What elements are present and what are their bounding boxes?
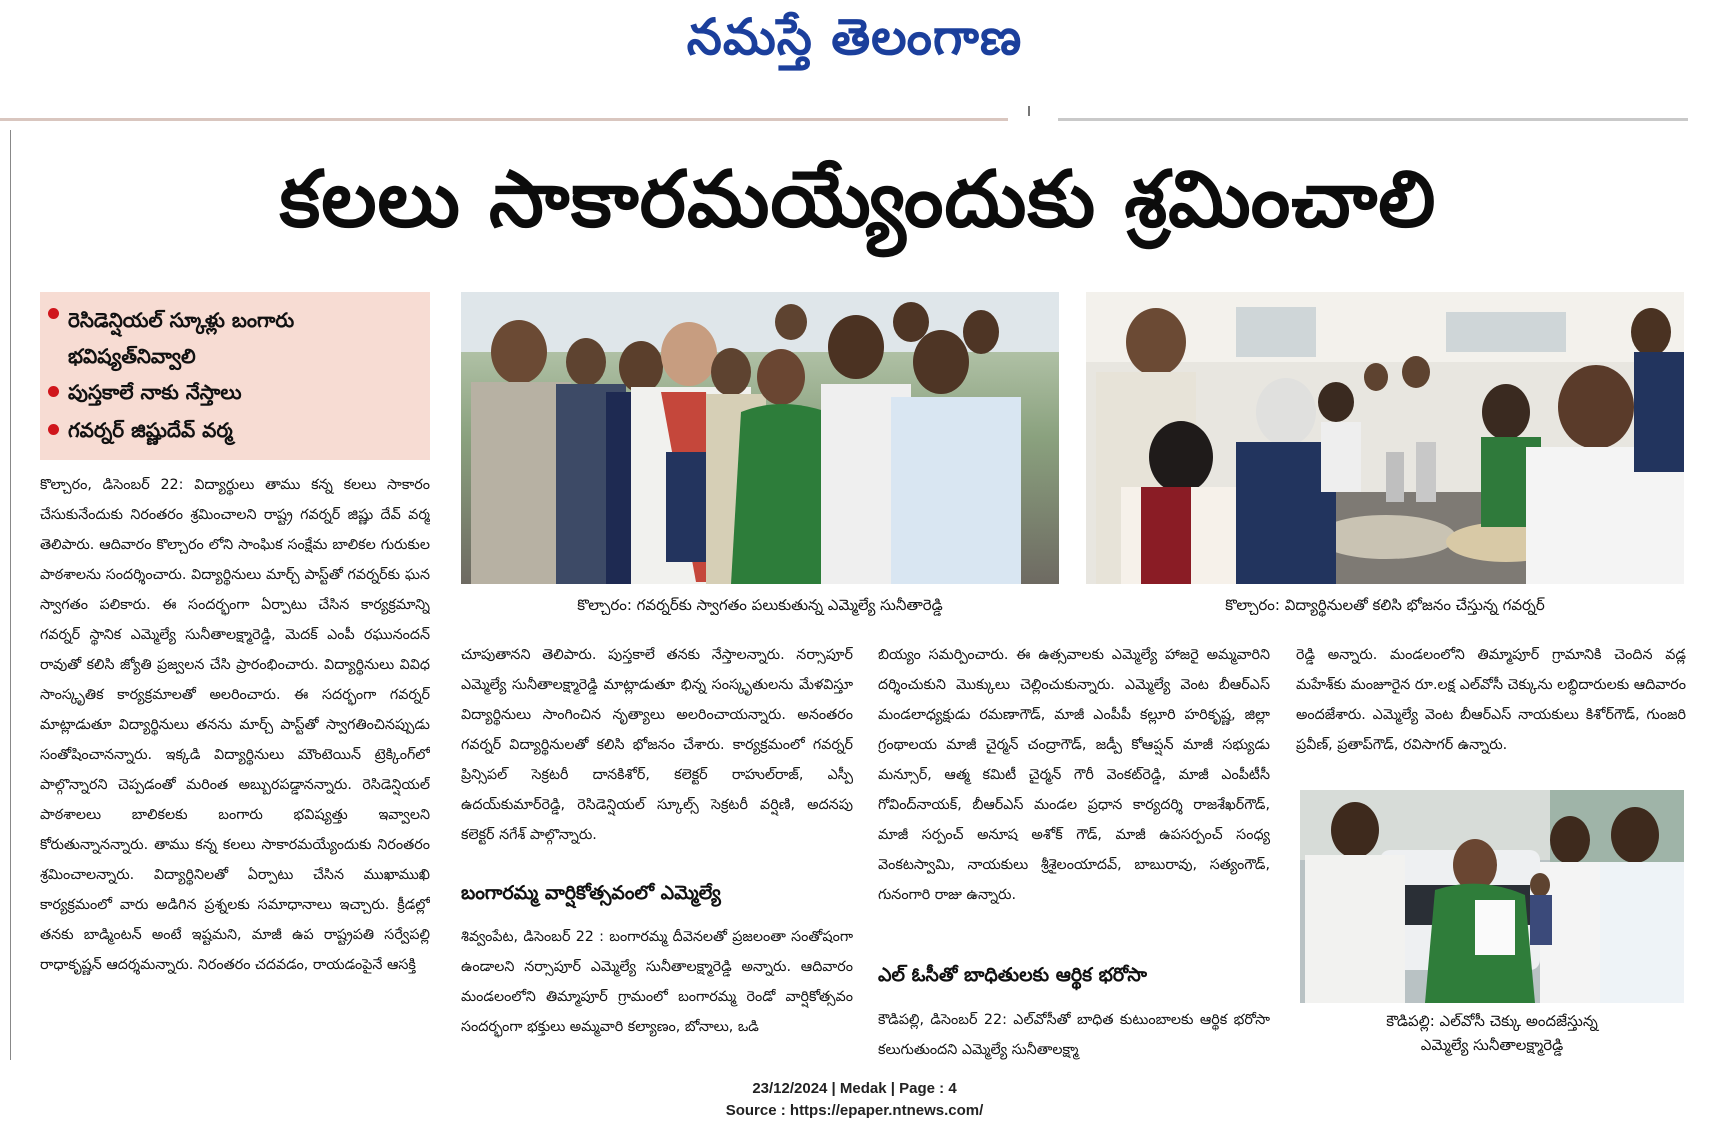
masthead-rule-left xyxy=(0,118,1008,121)
article-column-2b xyxy=(461,922,853,1052)
photo-caption: కొల్చారం: గవర్నర్‌కు స్వాగతం పలుకుతున్న ఎమ్మెల్యే సునీతారెడ్డి xyxy=(577,596,943,614)
highlight-text: పుస్తకాలే నాకు నేస్తాలు xyxy=(68,380,242,404)
section-subhead: ఎల్ ఓసీతో బాధితులకు ఆర్థిక భరోసా xyxy=(878,964,1148,986)
photo-caption: కొల్చారం: విద్యార్థినులతో కలిసి భోజనం చేస్తున్న గవర్నర్ xyxy=(1225,596,1545,614)
article-body: కౌడిపల్లి, డిసెంబర్ 22: ఎల్‌వోసీతో బాధిత కుటుంబాలకు ఆర్థిక భరోసా కలుగుతుందని ఎమ్మెల్యే సునీతాలక్ష్మా xyxy=(878,1012,1270,1058)
highlight-item xyxy=(68,418,408,442)
masthead-rule-tick xyxy=(1028,106,1030,116)
highlight-item xyxy=(68,302,408,374)
photo-caption: ఎమ్మెల్యే సునీతాలక్ష్మారెడ్డి xyxy=(1420,1036,1564,1054)
article-body: రెడ్డి అన్నారు. మండలంలోని తిమ్మాపూర్ గ్రామానికి చెందిన వడ్ల మహేశ్‌కు మంజూరైన రూ.లక్ష ఎల్‌వోసీ చెక్కును లబ్ధిదారులకు ఆదివారం అందజేశారు. ఎమ్మెల్యే వెంట బీఆర్ఎస్ నాయకులు కిశోర్‌గౌడ్, గుంజరి ప్రవీణ్, ప్రతాప్‌గౌడ్, రవిసాగర్ ఉన్నారు. xyxy=(1296,647,1686,753)
article-body: బియ్యం సమర్పించారు. ఈ ఉత్సవాలకు ఎమ్మెల్యే హాజరై అమ్మవారిని దర్శించుకుని మొక్కులు చెల్లించుకున్నారు. ఎమ్మెల్యే వెంట బీఆర్ఎస్ మండలాధ్యక్షుడు రమణాగౌడ్, మాజీ ఎంపీపీ కల్లూరి హరికృష్ణ, జిల్లా గ్రంథాలయ మాజీ చైర్మన్ చంద్రాగౌడ్, జడ్పీ కోఆప్షన్ మాజీ సభ్యుడు మన్సూర్, ఆత్మ కమిటీ చైర్మన్ గౌరీ వెంకట్‌రెడ్డి, మాజీ ఎంపీటీసీ గోవింద్‌నాయక్, బీఆర్ఎస్ మండల ప్రధాన కార్యదర్శి రాజశేఖర్‌గౌడ్, మాజీ సర్పంచ్ అనూష అశోక్ గౌడ్, మాజీ ఉపసర్పంచ్ సంధ్య వెంకటస్వామి, నాయకులు శ్రీశైలంయాదవ్, బాబురావు, సత్యంగౌడ్, గునంగారి రాజు ఉన్నారు. xyxy=(878,647,1270,903)
article-column-1 xyxy=(40,470,430,1050)
highlight-text: గవర్నర్ జిష్ణుదేవ్ వర్మ xyxy=(68,418,233,442)
footer-source: Source : https://epaper.ntnews.com/ xyxy=(725,1102,984,1119)
highlight-item xyxy=(68,380,408,404)
photo-image xyxy=(461,292,1059,584)
masthead-logo: నమస్తే తెలంగాణ xyxy=(686,8,1023,66)
article-column-2 xyxy=(461,640,853,850)
photo-loc-cheque xyxy=(1300,790,1684,1003)
article-headline: కలలు సాకారమయ్యేందుకు శ్రమించాలి xyxy=(279,155,1437,245)
photo-governor-welcome xyxy=(461,292,1059,584)
bullet-icon xyxy=(48,424,59,435)
photo-image xyxy=(1086,292,1684,584)
footer-date-page: 23/12/2024 | Medak | Page : 4 xyxy=(752,1080,957,1097)
section-subhead: బంగారమ్మ వార్షికోత్సవంలో ఎమ్మెల్యే xyxy=(461,882,721,904)
masthead-rule-right xyxy=(1058,118,1688,121)
bullet-icon xyxy=(48,386,59,397)
article-body: శివ్వంపేట, డిసెంబర్ 22 : బంగారమ్మ దీవెనలతో ప్రజలంతా సంతోషంగా ఉండాలని నర్సాపూర్ ఎమ్మెల్యే సునీతాలక్ష్మారెడ్డి అన్నారు. ఆదివారం మండలంలోని తిమ్మాపూర్ గ్రామంలో బంగారమ్మ రెండో వార్షికోత్సవం సందర్భంగా భక్తులు అమ్మవారి కల్యాణం, బోనాలు, ఒడి xyxy=(461,929,853,1035)
article-body: చూపుతానని తెలిపారు. పుస్తకాలే తనకు నేస్తాలన్నారు. నర్సాపూర్ ఎమ్మెల్యే సునీతాలక్ష్మారెడ్డి మాట్లాడుతూ భిన్న సంస్కృతులను మేళవిస్తూ విద్యార్థినులు సాంగించిన నృత్యాలు అలరించాయన్నారు. అనంతరం గవర్నర్ విద్యార్థినులతో కలిసి భోజనం చేశారు. కార్యక్రమంలో గవర్నర్ ప్రిన్సిపల్ సెక్రటరీ దానకిశోర్, కలెక్టర్ రాహుల్‌రాజ్, ఎస్పీ ఉదయ్‌కుమార్‌రెడ్డి, రెసిడెన్షియల్ స్కూల్స్ సెక్రటరీ వర్షిణి, అదనపు కలెక్టర్ నగేశ్ పాల్గొన్నారు. xyxy=(461,647,853,843)
article-column-4 xyxy=(1296,640,1686,790)
highlight-text: రెసిడెన్షియల్ స్కూళ్లు బంగారు భవిష్యత్‌నివ్వాలి xyxy=(68,308,295,368)
photo-caption: కౌడిపల్లి: ఎల్‌వోసీ చెక్కు అందజేస్తున్న xyxy=(1386,1012,1598,1030)
article-column-3b xyxy=(878,1005,1270,1065)
page-margin-line xyxy=(10,130,11,1060)
article-column-3 xyxy=(878,640,1270,940)
article-body: కొల్చారం, డిసెంబర్ 22: విద్యార్థులు తాము కన్న కలలు సాకారం చేసుకునేందుకు నిరంతరం శ్రమించాలని రాష్ట్ర గవర్నర్ జిష్ణు దేవ్ వర్మ తెలిపారు. ఆదివారం కొల్చారం లోని సాంఘిక సంక్షేమ బాలికల గురుకుల పాఠశాలను సందర్శించారు. విద్యార్థినులు మార్చ్ పాస్ట్‌తో గవర్నర్‌కు ఘన స్వాగతం పలికారు. ఈ సందర్భంగా ఏర్పాటు చేసిన కార్యక్రమాన్ని గవర్నర్ స్థానిక ఎమ్మెల్యే సునీతాలక్ష్మారెడ్డి, మెదక్ ఎంపీ రఘునందన్ రావుతో కలిసి జ్యోతి ప్రజ్వలన చేసి ప్రారంభించారు. విద్యార్థినులు వివిధ సాంస్కృతిక కార్యక్రమాలతో అలరించారు. ఈ సదర్భంగా గవర్నర్ మాట్లాడుతూ విద్యార్థినులు తనను మార్చ్ పాస్ట్‌తో స్వాగతించినప్పుడు సంతోషించానన్నారు. ఇక్కడి విద్యార్థినులు మౌంటెయిన్ ట్రెక్కింగ్‌లో పాల్గొన్నారని చెప్పడంతో మరింత అబ్బురపడ్డానన్నారు. రెసిడెన్షియల్ పాఠశాలలు బాలికలకు బంగారు భవిష్యత్తు ఇవ్వాలని కోరుతున్నానన్నారు. తాము కన్న కలలు సాకారమయ్యేందుకు నిరంతరం శ్రమించాలన్నారు. విద్యార్థినిలతో ఏర్పాటు చేసిన ముఖాముఖి కార్యక్రమంలో వారు అడిగిన ప్రశ్నలకు సమాధానాలు ఇచ్చారు. క్రీడల్లో తనకు బాడ్మింటన్ అంటే ఇష్టమని, మాజీ ఉప రాష్ట్రపతి సర్వేపల్లి రాధాకృష్ణన్ ఆదర్శమన్నారు. నిరంతరం చదవడం, రాయడంపైనే ఆసక్తి xyxy=(40,477,430,973)
bullet-icon xyxy=(48,308,59,319)
highlights-box xyxy=(40,292,430,460)
photo-image xyxy=(1300,790,1684,1003)
photo-governor-lunch xyxy=(1086,292,1684,584)
